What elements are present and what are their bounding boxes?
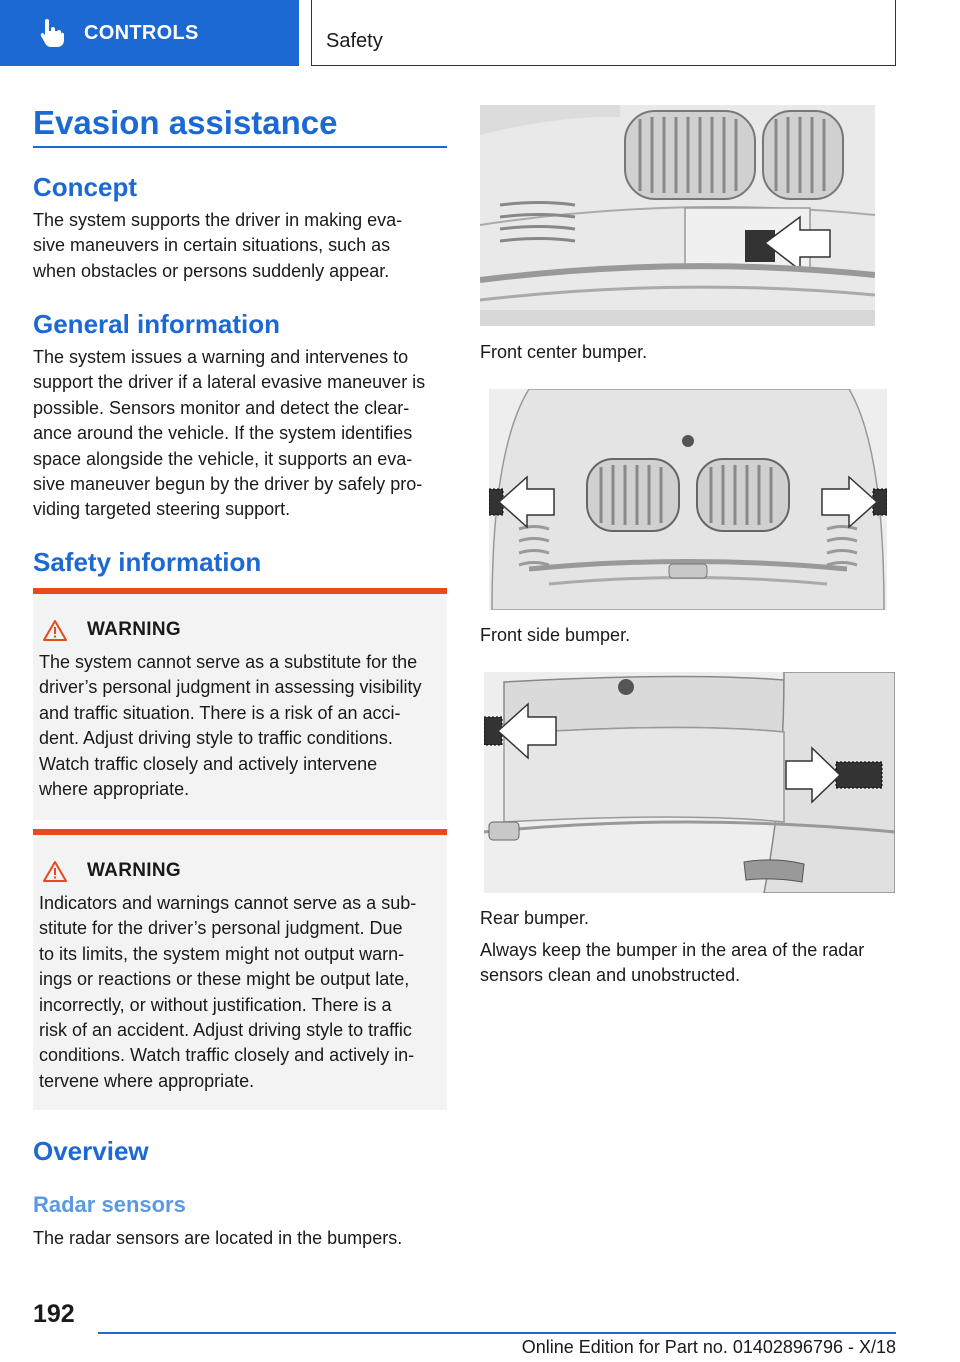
general-heading: General information bbox=[33, 309, 281, 339]
section-label: CONTROLS bbox=[84, 21, 199, 44]
text-line: stitute for the driver’s personal judgment. Due bbox=[39, 918, 403, 939]
text-line: Indicators and warnings cannot serve as a sub- bbox=[39, 893, 417, 913]
page-title: Evasion assistance bbox=[33, 104, 338, 141]
warning-triangle-icon bbox=[43, 619, 67, 641]
text-line: where appropriate. bbox=[39, 779, 190, 800]
chapter-header bbox=[311, 0, 896, 66]
warning-header bbox=[43, 860, 181, 882]
radar-sensors-text: The radar sensors are located in the bumpers. bbox=[33, 1228, 403, 1248]
rear-bumper-illustration bbox=[484, 672, 895, 893]
text-line: ance around the vehicle. If the system identifies bbox=[33, 423, 413, 444]
text-line: dent. Adjust driving style to traffic conditions. bbox=[39, 728, 393, 749]
front-side-bumper-illustration bbox=[489, 389, 887, 610]
hand-pointer-icon bbox=[36, 16, 70, 50]
title-divider bbox=[33, 146, 447, 148]
text-line: The system cannot serve as a substitute for the bbox=[39, 652, 418, 672]
warning-text bbox=[39, 891, 445, 1094]
text-line: ings or reactions or these might be output late, bbox=[39, 969, 410, 990]
warning-header bbox=[43, 619, 181, 641]
general-text bbox=[33, 345, 447, 523]
text-line: Watch traffic closely and actively intervene bbox=[39, 753, 378, 774]
warning-label: WARNING bbox=[87, 860, 181, 881]
safety-heading: Safety information bbox=[33, 547, 262, 577]
text-line: sive maneuvers in certain situations, such as bbox=[33, 235, 391, 256]
warning-box bbox=[33, 829, 447, 1110]
text-line: space alongside the vehicle, it supports an eva- bbox=[33, 448, 413, 469]
text-line: tervene where appropriate. bbox=[39, 1070, 255, 1091]
figure-caption: Rear bumper. bbox=[480, 908, 590, 928]
edition-text: Online Edition for Part no. 01402896796 - X/18 bbox=[521, 1337, 896, 1357]
rear-note-text bbox=[480, 938, 896, 989]
text-line: incorrectly, or without justification. There is a bbox=[39, 994, 392, 1015]
chapter-label: Safety bbox=[326, 30, 383, 52]
warning-triangle-icon bbox=[43, 860, 67, 882]
figure-caption: Front center bumper. bbox=[480, 342, 648, 362]
overview-heading: Overview bbox=[33, 1136, 149, 1166]
text-line: Always keep the bumper in the area of the radar bbox=[480, 940, 865, 960]
text-line: to its limits, the system might not output warn- bbox=[39, 943, 405, 964]
text-line: driver’s personal judgment in assessing visibility bbox=[39, 677, 422, 698]
concept-heading: Concept bbox=[33, 172, 137, 202]
warning-text bbox=[39, 650, 445, 802]
page-number: 192 bbox=[33, 1300, 75, 1328]
text-line: and traffic situation. There is a risk of an acci- bbox=[39, 702, 401, 723]
concept-text bbox=[33, 208, 447, 284]
text-line: support the driver if a lateral evasive maneuver is bbox=[33, 372, 426, 393]
text-line: conditions. Watch traffic closely and actively in- bbox=[39, 1045, 415, 1066]
text-line: viding targeted steering support. bbox=[33, 499, 291, 520]
text-line: risk of an accident. Adjust driving style to traffic bbox=[39, 1020, 412, 1041]
figure-caption: Front side bumper. bbox=[480, 625, 631, 645]
footer-divider bbox=[98, 1332, 896, 1334]
radar-sensors-heading: Radar sensors bbox=[33, 1192, 186, 1217]
text-line: sensors clean and unobstructed. bbox=[480, 965, 741, 986]
section-tab[interactable] bbox=[0, 0, 299, 66]
text-line: The system issues a warning and intervenes to bbox=[33, 347, 409, 367]
front-center-bumper-illustration bbox=[480, 105, 875, 326]
warning-label: WARNING bbox=[87, 619, 181, 640]
text-line: when obstacles or persons suddenly appear. bbox=[33, 260, 390, 281]
text-line: possible. Sensors monitor and detect the clear- bbox=[33, 397, 410, 418]
text-line: The system supports the driver in making eva- bbox=[33, 210, 403, 230]
warning-box bbox=[33, 588, 447, 820]
text-line: sive maneuver begun by the driver by safely pro- bbox=[33, 474, 423, 495]
